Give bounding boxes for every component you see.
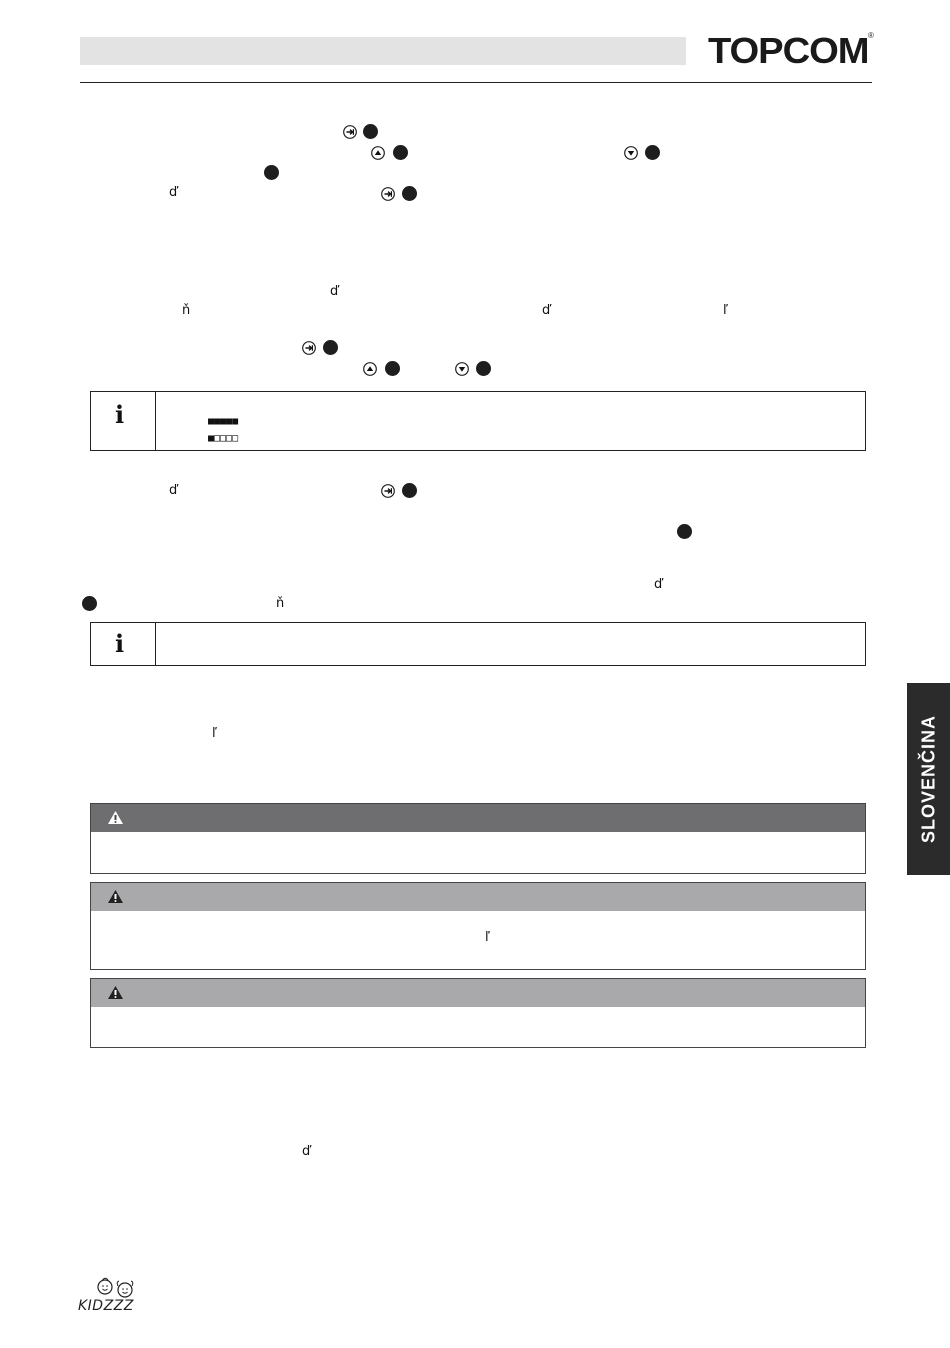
diacritic-glyph: ď: [302, 1144, 311, 1159]
callout-dot: [476, 361, 491, 376]
diacritic-glyph: ň: [276, 596, 285, 611]
warning-icon: [107, 985, 124, 1000]
down-arrow-icon: [624, 146, 638, 160]
warning-header: [91, 883, 865, 911]
info-icon: i: [115, 629, 125, 658]
header-rule: [80, 82, 872, 83]
callout-dot: [264, 165, 279, 180]
callout-dot: [385, 361, 400, 376]
up-arrow-icon: [363, 362, 377, 376]
battery-level-full: ■■■■■: [208, 416, 239, 427]
warning-box: [90, 978, 866, 1048]
info-icon-cell: [91, 623, 156, 665]
kidzzz-logo-text: KIDZZZ: [78, 1298, 134, 1314]
warning-header: [91, 804, 865, 832]
language-tab-label: SLOVENČINA: [918, 714, 939, 844]
diacritic-glyph: ď: [330, 284, 339, 299]
callout-dot: [323, 340, 338, 355]
info-box: [90, 622, 866, 666]
warning-icon: [107, 810, 124, 825]
topcom-logo: TOPCOM: [708, 30, 869, 71]
language-tab: [907, 683, 950, 875]
diacritic-glyph: ď: [542, 303, 551, 318]
callout-dot: [677, 524, 692, 539]
down-arrow-icon: [455, 362, 469, 376]
callout-dot: [82, 596, 97, 611]
warning-header: [91, 979, 865, 1007]
diacritic-glyph: ď: [169, 185, 178, 200]
enter-icon: [343, 125, 357, 139]
enter-icon: [381, 187, 395, 201]
battery-level-low: ■□□□□: [208, 433, 239, 444]
callout-dot: [402, 186, 417, 201]
warning-box: [90, 803, 866, 874]
warning-icon: [107, 889, 124, 904]
registered-mark: ®: [868, 31, 874, 40]
callout-dot: [402, 483, 417, 498]
diacritic-glyph: ľ: [212, 726, 217, 741]
diacritic-glyph: ď: [654, 577, 663, 592]
diacritic-glyph: ľ: [485, 930, 490, 945]
warning-box: [90, 882, 866, 970]
header-bar: [80, 37, 686, 65]
info-icon-cell: [91, 392, 156, 450]
kidzzz-logo: [78, 1274, 150, 1316]
callout-dot: [393, 145, 408, 160]
info-icon: i: [115, 400, 125, 429]
diacritic-glyph: ď: [169, 483, 178, 498]
info-box: [90, 391, 866, 451]
diacritic-glyph: ľ: [723, 303, 728, 318]
enter-icon: [302, 341, 316, 355]
callout-dot: [645, 145, 660, 160]
up-arrow-icon: [371, 146, 385, 160]
enter-icon: [381, 484, 395, 498]
callout-dot: [363, 124, 378, 139]
diacritic-glyph: ň: [182, 303, 191, 318]
